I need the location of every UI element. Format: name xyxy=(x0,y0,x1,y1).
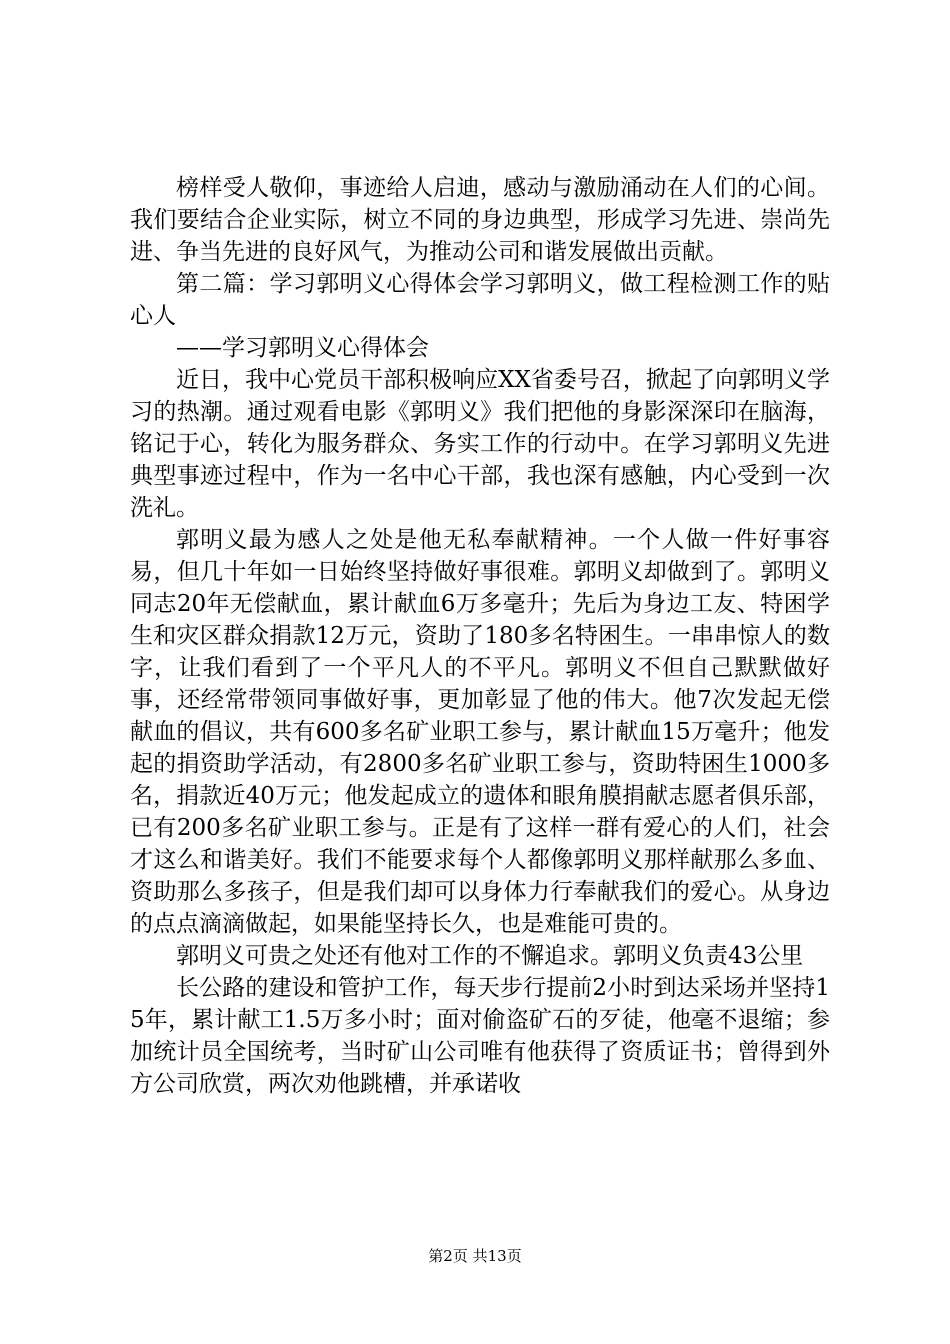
paragraph-work-pursuit: 郭明义可贵之处还有他对工作的不懈追求。郭明义负责43公里 xyxy=(176,943,804,969)
paragraph-intro: 近日，我中心党员干部积极响应XX省委号召，掀起了向郭明义学习的热潮。通过观看电影《郭明义》我们把他的身影深深印在脑海，铭记于心，转化为服务群众、务实工作的行动中。在学习郭明义先进典型事迹过程中，作为一名中心干部，我也深有感触，内心受到一次洗礼。 xyxy=(130,367,830,521)
document-body xyxy=(130,172,830,1100)
section-heading: 第二篇：学习郭明义心得体会学习郭明义，做工程检测工作的贴心人 xyxy=(130,271,830,329)
paragraph-conclusion: 榜样受人敬仰，事迹给人启迪，感动与激励涌动在人们的心间。我们要结合企业实际，树立不同的身边典型，形成学习先进、崇尚先进、争当先进的良好风气，为推动公司和谐发展做出贡献。 xyxy=(130,175,830,265)
paragraph-work-continued: 长公路的建设和管护工作，每天步行提前2小时到达采场并坚持15年，累计献工1.5万多小时；面对偷盗矿石的歹徒，他毫不退缩；参加统计员全国统考，当时矿山公司唯有他获得了资质证书；曾得到外方公司欣赏，两次劝他跳槽，并承诺收 xyxy=(130,975,830,1097)
page-number-footer: 第2页 共13页 xyxy=(428,1247,522,1265)
section-subtitle: ——学习郭明义心得体会 xyxy=(176,335,429,361)
paragraph-dedication: 郭明义最为感人之处是他无私奉献精神。一个人做一件好事容易，但几十年如一日始终坚持做好事很难。郭明义却做到了。郭明义同志20年无偿献血，累计献血6万多毫升；先后为身边工友、特困学生和灾区群众捐款12万元，资助了180多名特困生。一串串惊人的数字，让我们看到了一个平凡人的不平凡。郭明义不但自己默默做好事，还经常带领同事做好事，更加彰显了他的伟大。他7次发起无偿献血的倡议，共有600多名矿业职工参与，累计献血15万毫升；他发起的捐资助学活动，有2800多名矿业职工参与，资助特困生1000多名，捐款近40万元；他发起成立的遗体和眼角膜捐献志愿者俱乐部，已有200多名矿业职工参与。正是有了这样一群有爱心的人们，社会才这么和谐美好。我们不能要求每个人都像郭明义那样献那么多血、资助那么多孩子，但是我们却可以身体力行奉献我们的爱心。从身边的点点滴滴做起，如果能坚持长久，也是难能可贵的。 xyxy=(130,527,830,937)
